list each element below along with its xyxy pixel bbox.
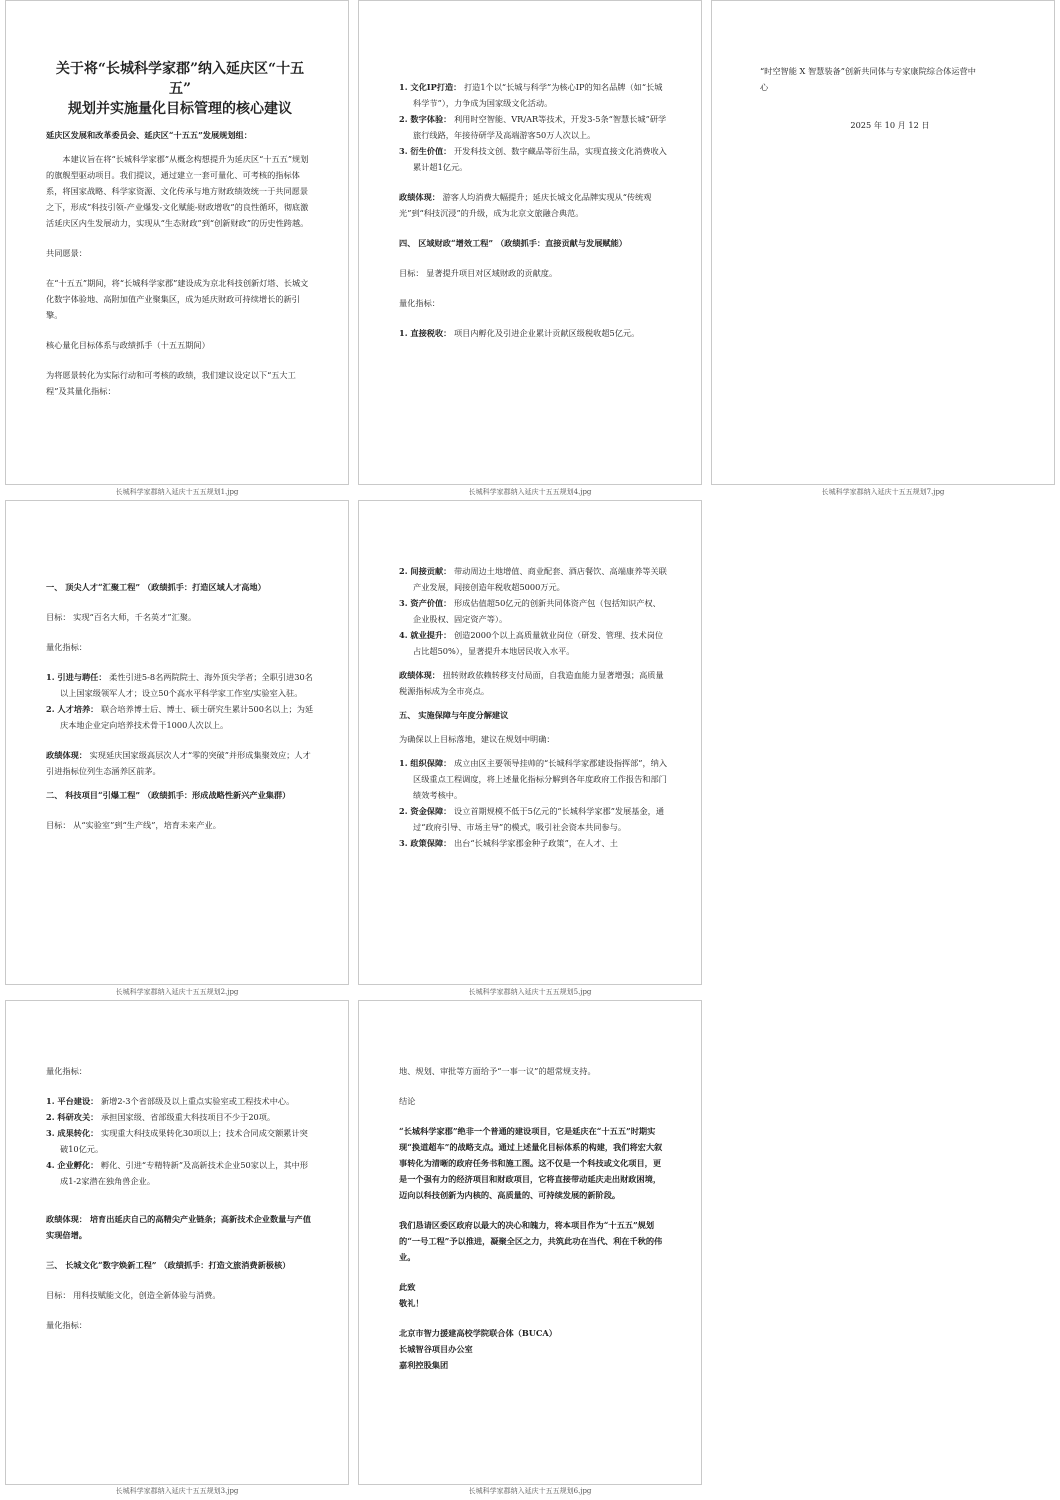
page-4 (358, 0, 702, 485)
page-3 (5, 1000, 349, 1485)
p3-metrics-label-2: 量化指标： (46, 1320, 87, 1330)
p3-item2-text: 承担国家级、省部级重大科技项目不少于20项。 (100, 1112, 276, 1122)
p2-item1-label: 1. 引进与聘任： (46, 672, 107, 682)
system-intro: 为将愿景转化为实际行动和可考核的政绩，我们建议设定以下“五大工程”及其量化指标： (46, 370, 296, 396)
signature-2: 长城智谷项目办公室 (399, 1344, 473, 1354)
page-6 (358, 1000, 702, 1485)
system-label: 核心量化目标体系与政绩抓手（十五五期间） (46, 340, 210, 350)
intro-paragraph: 本建议旨在将“长城科学家郡”从概念构想提升为延庆区“十五五”规划的旗舰型驱动项目。我们提议，通过建立一套可量化、可考核的指标体系，将国家战略、科学家资源、文化传承与地方财政绩效统一于共同愿景之下，形成“科技引领-产业爆发-文化赋能-财政增收”的良性循环，彻底激活延庆区内生发展动力，实现从“生态财政”到“创新财政”的历史性跨越。 (46, 154, 309, 228)
p5-support1-label: 1. 组织保障： (399, 758, 452, 768)
p5-support2-text: 设立首期规模不低于5亿元的“长城科学家郡”发展基金，通过“政府引导、市场主导”的模式，吸引社会资本共同参与。 (413, 806, 665, 832)
closing-1: 此致 (399, 1282, 416, 1292)
p2-perf-label: 政绩体现： (46, 750, 87, 760)
caption-page-3: 长城科学家郡纳入延庆十五五规划3.jpg (115, 1487, 239, 1495)
salutation: 延庆区发展和改革委员会、延庆区“十五五”发展规划组： (46, 130, 252, 140)
p3-goal: 目标： 用科技赋能文化，创造全新体验与消费。 (46, 1290, 221, 1300)
conclusion-paragraph-2: 我们恳请区委区政府以最大的决心和魄力，将本项目作为“十五五”规划的“一号工程”予以推进，凝聚全区之力，共筑此功在当代、利在千秋的伟业。 (399, 1220, 663, 1262)
p4-item2-text: 利用时空智能、VR/AR等技术，开发3-5条“智慧长城”研学旅行线路，年接待研学及高端游客50万人次以上。 (413, 114, 667, 140)
p3-perf-text: 培育出延庆自己的高精尖产业链条；高新技术企业数量与产值实现倍增。 (46, 1214, 311, 1240)
p6-continuation: 地、规划、审批等方面给予“一事一议”的超常规支持。 (399, 1066, 596, 1076)
p3-item2-label: 2. 科研攻关： (46, 1112, 99, 1122)
p7-line2: 心 (760, 82, 769, 92)
p3-item4-text: 孵化、引进“专精特新”及高新技术企业50家以上，其中形成1-2家潜在独角兽企业。 (60, 1160, 309, 1186)
p4-item1-text: 打造1个以“长城与科学”为核心IP的知名品牌（如“长城科学节”），力争成为国家级文化活动。 (413, 82, 663, 108)
p2-metrics-label: 量化指标： (46, 642, 87, 652)
p4-item1-label: 1. 文化IP打造： (399, 82, 462, 92)
section-5-heading: 五、 实施保障与年度分解建议 (399, 710, 509, 720)
p5-perf-text: 扭转财政依赖转移支付局面，自我造血能力显著增强；高质量税源指标成为全市亮点。 (399, 670, 664, 696)
p7-date: 2025 年 10 月 12 日 (850, 120, 930, 130)
p4-item3-label: 3. 衍生价值： (399, 146, 452, 156)
p4-metrics-label: 量化指标： (399, 298, 440, 308)
p5-item3-text: 形成估值超50亿元的创新共同体资产包（包括知识产权、企业股权、固定资产等）。 (413, 598, 661, 624)
section-2-heading: 二、 科技项目“引爆工程” （政绩抓手：形成战略性新兴产业集群） (46, 790, 291, 800)
caption-page-7: 长城科学家郡纳入延庆十五五规划7.jpg (821, 488, 945, 496)
p4-tax-text: 项目内孵化及引进企业累计贡献区级税收超5亿元。 (453, 328, 640, 338)
p5-item4-text: 创造2000个以上高质量就业岗位（研发、管理、技术岗位占比超50%），显著提升本地居民收入水平。 (413, 630, 664, 656)
p5-item4-label: 4. 就业提升： (399, 630, 452, 640)
p5-intro: 为确保以上目标落地，建议在规划中明确： (399, 734, 555, 744)
p5-item2-text: 带动周边土地增值、商业配套、酒店餐饮、高端康养等关联产业发展，间接创造年税收超5000万元。 (413, 566, 667, 592)
p2-goal2: 目标： 从“实验室”到“生产线”，培育未来产业。 (46, 820, 221, 830)
p3-item1-label: 1. 平台建设： (46, 1096, 99, 1106)
p5-perf-label: 政绩体现： (399, 670, 440, 680)
signature-3: 嘉利控股集团 (399, 1360, 449, 1370)
p3-metrics-label: 量化指标： (46, 1066, 87, 1076)
p3-item3-text: 实现重大科技成果转化30项以上；技术合同成交额累计突破10亿元。 (60, 1128, 308, 1154)
p3-perf-label: 政绩体现： (46, 1214, 87, 1224)
signature-1: 北京市智力援建高校学院联合体（BUCA） (399, 1328, 557, 1338)
section-3-heading: 三、 长城文化“数字焕新工程” （政绩抓手：打造文旅消费新极核） (46, 1260, 291, 1270)
p4-goal: 目标： 显著提升项目对区域财政的贡献度。 (399, 268, 558, 278)
p5-support2-label: 2. 资金保障： (399, 806, 452, 816)
p5-item2-label: 2. 间接贡献： (399, 566, 452, 576)
p4-perf-text: 游客人均消费大幅提升；延庆长城文化品牌实现从“传统观光”到“科技沉浸”的升级，成为北京文旅融合典范。 (399, 192, 652, 218)
conclusion-label: 结论 (399, 1096, 416, 1106)
page-1 (5, 0, 349, 485)
p2-item2-text: 联合培养博士后、博士、硕士研究生累计500名以上；为延庆本地企业定向培养技术骨干1000人次以上。 (60, 704, 314, 730)
p4-item3-text: 开发科技文创、数字藏品等衍生品，实现直接文化消费收入累计超1亿元。 (413, 146, 667, 172)
caption-page-1: 长城科学家郡纳入延庆十五五规划1.jpg (115, 488, 239, 496)
p4-item2-label: 2. 数字体验： (399, 114, 452, 124)
p2-goal: 目标： 实现“百名大师，千名英才”汇聚。 (46, 612, 197, 622)
p2-perf-text: 实现延庆国家级高层次人才“零的突破”并形成集聚效应；人才引进指标位列生态涵养区前茅。 (46, 750, 311, 776)
p4-tax-label: 1. 直接税收： (399, 328, 452, 338)
p5-item3-label: 3. 资产价值： (399, 598, 452, 608)
caption-page-2: 长城科学家郡纳入延庆十五五规划2.jpg (115, 988, 239, 996)
caption-page-4: 长城科学家郡纳入延庆十五五规划4.jpg (468, 488, 592, 496)
vision-label: 共同愿景： (46, 248, 87, 258)
p3-item4-label: 4. 企业孵化： (46, 1160, 99, 1170)
p5-support1-text: 成立由区主要领导挂帅的“长城科学家郡建设指挥部”，纳入区级重点工程调度，将上述量化指标分解到各年度政府工作报告和部门绩效考核中。 (413, 758, 668, 800)
p3-item3-label: 3. 成果转化： (46, 1128, 99, 1138)
section-4-heading: 四、 区域财政“增效工程” （政绩抓手：直接贡献与发展赋能） (399, 238, 627, 248)
page-5 (358, 500, 702, 985)
p5-support3-label: 3. 政策保障： (399, 838, 452, 848)
caption-page-5: 长城科学家郡纳入延庆十五五规划5.jpg (468, 988, 592, 996)
doc-title-line1: 关于将“长城科学家郡”纳入延庆区“十五五” (55, 61, 305, 97)
p3-item1-text: 新增2-3个省部级及以上重点实验室或工程技术中心。 (100, 1096, 295, 1106)
page-2 (5, 500, 349, 985)
closing-2: 敬礼！ (399, 1298, 424, 1308)
p4-perf-label: 政绩体现： (399, 192, 440, 202)
vision-paragraph: 在“十五五”期间，将“长城科学家郡”建设成为京北科技创新灯塔、长城文化数字体验地、高附加值产业聚集区，成为延庆财政可持续增长的新引擎。 (46, 278, 309, 320)
page-7 (711, 0, 1055, 485)
section-1-heading: 一、 顶尖人才“汇聚工程” （政绩抓手：打造区域人才高地） (46, 582, 266, 592)
caption-page-6: 长城科学家郡纳入延庆十五五规划6.jpg (468, 1487, 592, 1495)
p2-item1-text: 柔性引进5-8名两院院士、海外顶尖学者；全职引进30名以上国家级领军人才；设立50个高水平科学家工作室/实验室入驻。 (60, 672, 313, 698)
conclusion-paragraph-1: “长城科学家郡”绝非一个普通的建设项目，它是延庆在“十五五”时期实现“换道超车”的战略支点。通过上述量化目标体系的构建，我们将宏大叙事转化为清晰的政府任务书和施工图。这不仅是一个科技或文化项目，更是一个强有力的经济项目和财政项目，它将直接带动延庆走出财政困境，迈向以科技创新为内核的、高质量的、可持续发展的新阶段。 (399, 1126, 663, 1200)
p5-support3-text: 出台“长城科学家郡金种子政策”，在人才、土 (453, 838, 618, 848)
p7-line1: “时空智能 X 智慧装备”创新共同体与专家康院综合体运营中 (760, 66, 976, 76)
p2-item2-label: 2. 人才培养： (46, 704, 99, 714)
doc-title-line2: 规划并实施量化目标管理的核心建议 (68, 101, 292, 117)
